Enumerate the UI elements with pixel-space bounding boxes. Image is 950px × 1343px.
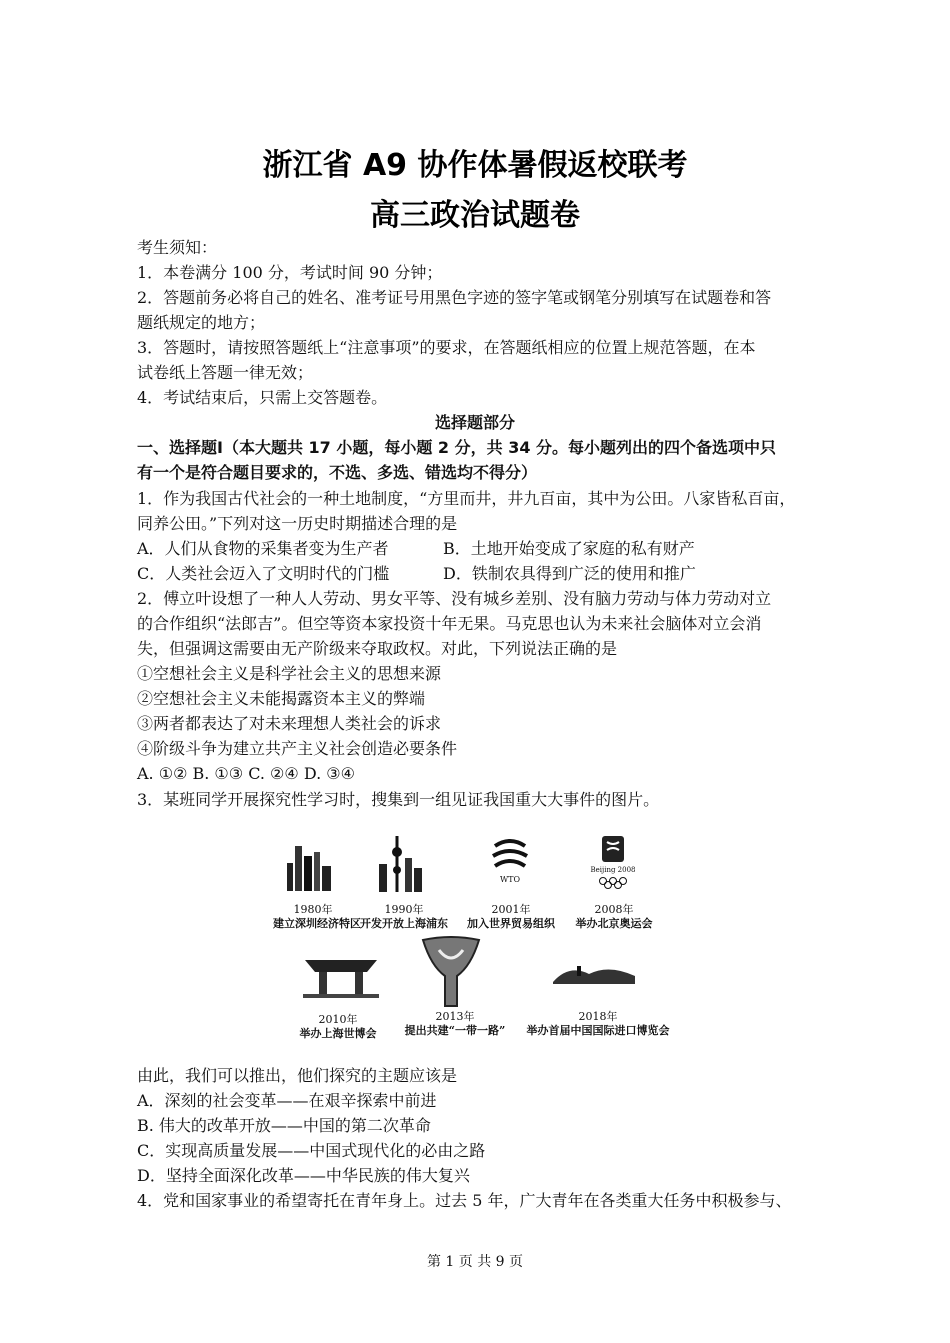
q3-stem: 3．某班同学开展探究性学习时，搜集到一组见证我国重大大事件的图片。 [137, 790, 660, 809]
q2-statement: ②空想社会主义未能揭露资本主义的弊端 [137, 689, 426, 708]
q1-option-b: B．土地开始变成了家庭的私有财产 [443, 539, 695, 558]
q1-options-row [137, 564, 696, 584]
q2-options: A. ①② B. ①③ C. ②④ D. ③④ [137, 764, 355, 783]
q1-option-a: A．人们从食物的采集者变为生产者 [137, 539, 389, 558]
q2-stem: 2．傅立叶设想了一种人人劳动、男女平等、没有城乡差别、没有脑力劳动与体力劳动对立 [137, 589, 772, 608]
notice-line: 2．答题前务必将自己的姓名、准考证号用黑色字迹的签字笔或钢笔分别填写在试题卷和答 [137, 288, 772, 307]
page-footer: 第 1 页 共 9 页 [426, 1254, 524, 1270]
notice-line: 3．答题时，请按照答题纸上“注意事项”的要求，在答题纸相应的位置上规范答题，在本 [137, 338, 756, 357]
q2-stem: 的合作组织“法郎吉”。但空等资本家投资十年无果。马克思也认为未来社会脑体对立会消 [137, 614, 762, 633]
q2-statement: ③两者都表达了对未来理想人类社会的诉求 [137, 714, 442, 733]
notice-line: 4．考试结束后，只需上交答题卷。 [137, 388, 388, 407]
part1-instruction: 一、选择题Ⅰ（本大题共 17 小题，每小题 2 分，共 34 分。每小题列出的四个备选项中只 [137, 438, 777, 457]
q3-option-d: D．坚持全面深化改革——中华民族的伟大复兴 [137, 1166, 470, 1185]
figure-caption-2008: 2008年 举办北京奥运会 [575, 903, 653, 930]
figure-caption-2001: 2001年 加入世界贸易组织 [467, 903, 555, 930]
part1-instruction: 有一个是符合题目要求的，不选、多选、错选均不得分） [137, 463, 538, 482]
wto-logo-icon [487, 836, 533, 886]
exam-title: 浙江省 A9 协作体暑假返校联考 [262, 148, 688, 183]
q1-stem: 1．作为我国古代社会的一种土地制度，“方里而井，井九百亩，其中为公田。八家皆私百亩， [137, 489, 796, 508]
q2-stem: 失，但强调这需要由无产阶级来夺取政权。对此，下列说法正确的是 [137, 639, 618, 658]
notice-line: 题纸规定的地方； [137, 313, 266, 332]
notice-line: 1．本卷满分 100 分，考试时间 90 分钟； [137, 263, 443, 282]
q3-option-b: B. 伟大的改革开放——中国的第二次革命 [137, 1116, 431, 1135]
q3-option-a: A．深刻的社会变革——在艰辛探索中前进 [137, 1091, 437, 1110]
olympic-logo-text: Beijing 2008 [590, 866, 636, 874]
q4-stem: 4．党和国家事业的希望寄托在青年身上。过去 5 年，广大青年在各类重大任务中积极参与、 [137, 1191, 792, 1210]
pudong-tower-icon [375, 834, 425, 894]
notice-line: 试卷纸上答题一律无效； [137, 363, 314, 382]
q3-figure [263, 830, 683, 1045]
exam-subtitle: 高三政治试题卷 [370, 198, 580, 233]
figure-caption-1990: 1990年 开发开放上海浦东 [360, 903, 448, 930]
q1-options-row [137, 539, 695, 559]
q1-option-d: D．铁制农具得到广泛的使用和推广 [443, 564, 696, 583]
skyline-icon [285, 838, 335, 893]
figure-caption-2010: 2010年 举办上海世博会 [299, 1013, 377, 1040]
q2-statement: ④阶级斗争为建立共产主义社会创造必要条件 [137, 739, 458, 758]
q3-lead: 由此，我们可以推出，他们探究的主题应该是 [137, 1066, 458, 1085]
belt-road-monument-icon [421, 936, 481, 1008]
figure-caption-2013: 2013年 提出共建“一带一路” [404, 1010, 506, 1037]
figure-caption-1980: 1980年 建立深圳经济特区 [273, 903, 361, 930]
q1-option-c: C．人类社会迈入了文明时代的门槛 [137, 564, 390, 583]
olympic-emblem-icon [583, 832, 645, 890]
wto-logo-text: WTO [499, 875, 521, 884]
figure-caption-2018: 2018年 举办首届中国国际进口博览会 [526, 1010, 670, 1037]
notice-heading: 考生须知： [137, 238, 218, 257]
q2-statement: ①空想社会主义是科学社会主义的思想来源 [137, 664, 442, 683]
q1-stem: 同养公田。”下列对这一历史时期描述合理的是 [137, 514, 458, 533]
expo-center-icon [549, 958, 639, 988]
section-title: 选择题部分 [434, 413, 515, 432]
q3-option-c: C．实现高质量发展——中国式现代化的必由之路 [137, 1141, 486, 1160]
china-pavilion-icon [301, 950, 381, 1000]
